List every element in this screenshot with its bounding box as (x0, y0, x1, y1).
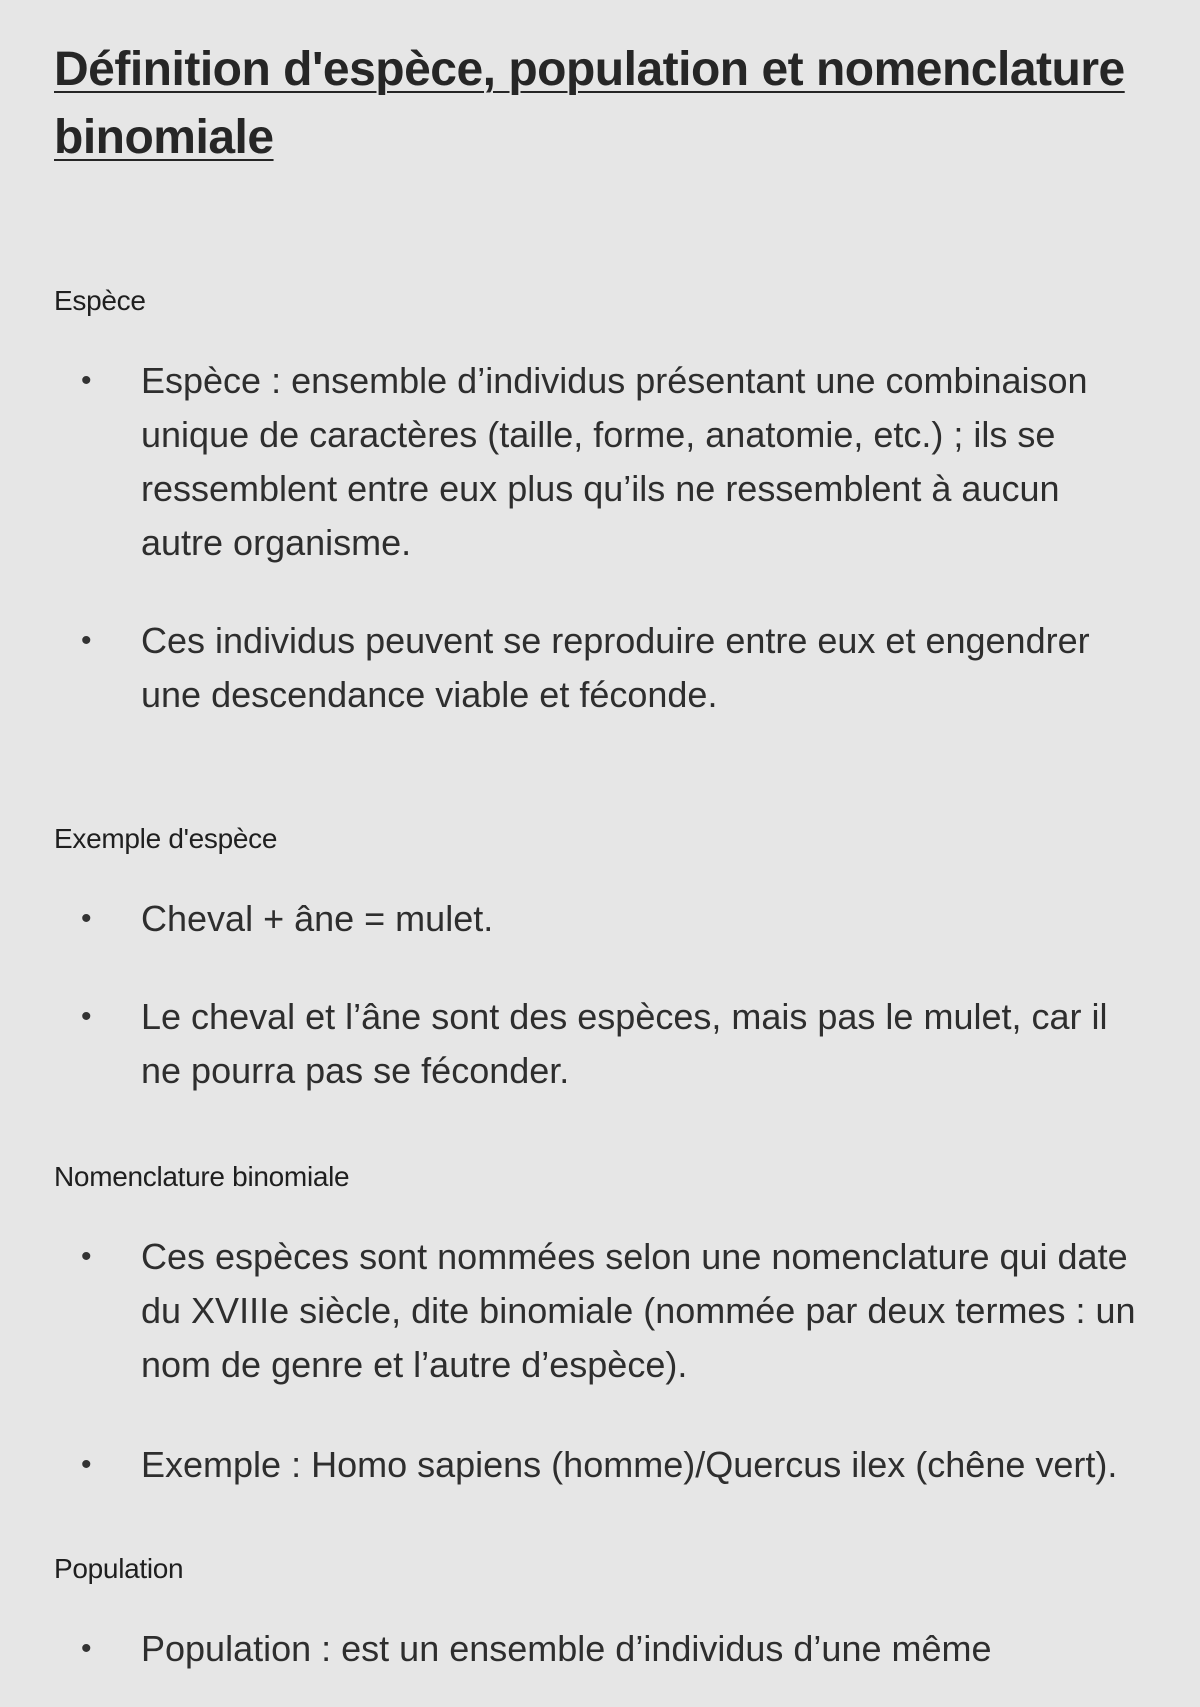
bullet-icon: • (81, 1240, 92, 1273)
list-item (54, 1230, 1141, 1392)
section-nomenclature-binomiale (54, 1160, 1146, 1492)
list-item (54, 892, 1141, 946)
bullet-icon: • (81, 1632, 92, 1665)
section-population (54, 1552, 1146, 1676)
list-item-text: Exemple : Homo sapiens (homme)/Quercus ilex (chêne vert). (141, 1444, 1118, 1485)
bullet-icon: • (81, 364, 92, 397)
list-item-text: Le cheval et l’âne sont des espèces, mais pas le mulet, car il ne pourra pas se féconder. (141, 996, 1108, 1091)
bullet-list-population (54, 1622, 1146, 1676)
list-item-text: Ces individus peuvent se reproduire entre eux et engendrer une descendance viable et féconde. (141, 620, 1090, 715)
bullet-list-espece (54, 354, 1146, 722)
page-title: Définition d'espèce, population et nomenclature binomiale (54, 43, 1125, 164)
section-exemple-espece (54, 822, 1146, 1098)
bullet-list-nomenclature-binomiale (54, 1230, 1146, 1492)
section-espece (54, 284, 1146, 722)
section-heading-exemple-espece: Exemple d'espèce (54, 823, 278, 854)
list-item-text: Cheval + âne = mulet. (141, 898, 494, 939)
list-item (54, 614, 1141, 722)
section-heading-nomenclature-binomiale: Nomenclature binomiale (54, 1161, 350, 1192)
list-item (54, 1438, 1141, 1492)
section-heading-population: Population (54, 1553, 184, 1584)
bullet-icon: • (81, 1448, 92, 1481)
bullet-icon: • (81, 902, 92, 935)
list-item-text: Espèce : ensemble d’individus présentant une combinaison unique de caractères (taille, forme, anatomie, etc.) ; ils se ressemblent entre eux plus qu’ils ne ressemblent à aucun autre organisme. (141, 360, 1088, 563)
bullet-list-exemple-espece (54, 892, 1146, 1098)
list-item (54, 1622, 1141, 1676)
list-item (54, 354, 1141, 570)
list-item-text: Population : est un ensemble d’individus d’une même (141, 1628, 992, 1669)
section-heading-espece: Espèce (54, 285, 146, 316)
bullet-icon: • (81, 1000, 92, 1033)
list-item-text: Ces espèces sont nommées selon une nomenclature qui date du XVIIIe siècle, dite binomiale (nommée par deux termes : un nom de genre et l’autre d’espèce). (141, 1236, 1136, 1385)
list-item (54, 990, 1141, 1098)
bullet-icon: • (81, 624, 92, 657)
